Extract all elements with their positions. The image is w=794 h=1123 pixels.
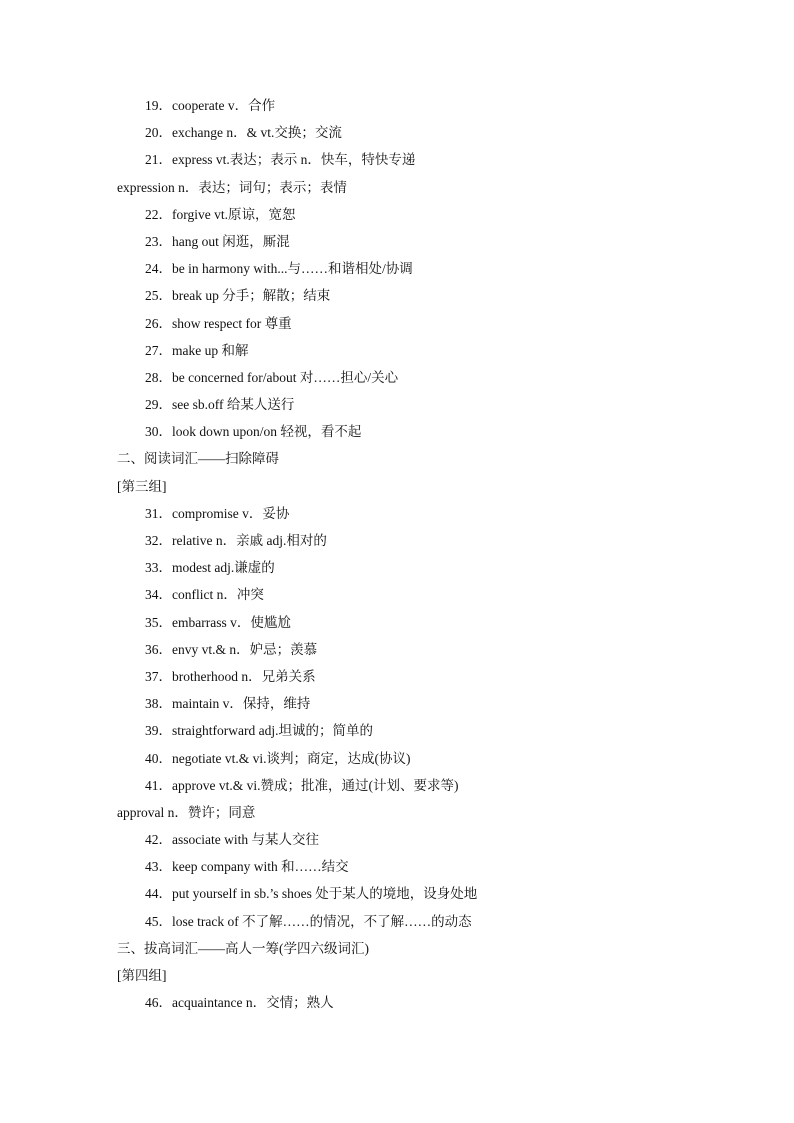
vocab-entry: 36．envy vt.& n．妒忌；羡慕 [145, 641, 318, 657]
vocab-entry: 37．brotherhood n．兄弟关系 [145, 668, 316, 684]
vocab-entry: 43．keep company with 和……结交 [145, 859, 349, 875]
vocabulary-list [117, 92, 757, 1016]
vocab-entry: 26．show respect for 尊重 [145, 315, 292, 331]
vocab-entry: 34．conflict n．冲突 [145, 587, 264, 603]
vocab-entry: 40．negotiate vt.& vi.谈判；商定，达成(协议) [145, 750, 411, 766]
vocab-entry: 28．be concerned for/about 对……担心/关心 [145, 369, 399, 385]
vocab-entry: 24．be in harmony with...与……和谐相处/协调 [145, 261, 413, 277]
vocab-entry: 39．straightforward adj.坦诚的；简单的 [145, 723, 373, 739]
vocab-entry: 35．embarrass v．使尴尬 [145, 614, 291, 630]
derived-word-entry: approval n．赞许；同意 [117, 804, 256, 820]
vocab-entry: 21．express vt.表达；表示 n．快车，特快专递 [145, 152, 416, 168]
group-label: [第三组] [117, 478, 167, 494]
vocab-entry: 32．relative n．亲戚 adj.相对的 [145, 533, 327, 548]
vocab-entry: 42．associate with 与某人交往 [145, 832, 319, 848]
vocab-entry: 44．put yourself in sb.’s shoes 处于某人的境地，设身处地 [145, 886, 478, 902]
vocab-entry: 27．make up 和解 [145, 342, 249, 358]
vocab-entry: 41．approve vt.& vi.赞成；批准，通过(计划、要求等) [145, 777, 459, 793]
vocab-entry: 25．break up 分手；解散；结束 [145, 288, 331, 304]
vocab-entry: 45．lose track of 不了解……的情况，不了解……的动态 [145, 913, 472, 929]
vocab-entry: 23．hang out 闲逛，厮混 [145, 233, 290, 249]
vocab-entry: 30．look down upon/on 轻视，看不起 [145, 424, 362, 440]
group-label: [第四组] [117, 968, 167, 983]
derived-word-entry: expression n．表达；词句；表示；表情 [117, 179, 347, 195]
vocab-entry: 31．compromise v．妥协 [145, 505, 290, 521]
vocab-entry: 22．forgive vt.原谅，宽恕 [145, 206, 296, 222]
vocab-entry: 19．cooperate v．合作 [145, 98, 276, 113]
section-heading: 三、拔高词汇——高人一筹(学四六级词汇) [117, 940, 369, 956]
vocab-entry: 20．exchange n．& vt.交换；交流 [145, 125, 342, 141]
section-heading: 二、阅读词汇——扫除障碍 [117, 451, 279, 467]
vocab-entry: 38．maintain v．保持，维持 [145, 696, 311, 712]
vocab-entry: 33．modest adj.谦虚的 [145, 560, 275, 576]
vocab-entry: 29．see sb.off 给某人送行 [145, 397, 295, 413]
vocab-entry: 46．acquaintance n．交情；熟人 [145, 995, 334, 1011]
